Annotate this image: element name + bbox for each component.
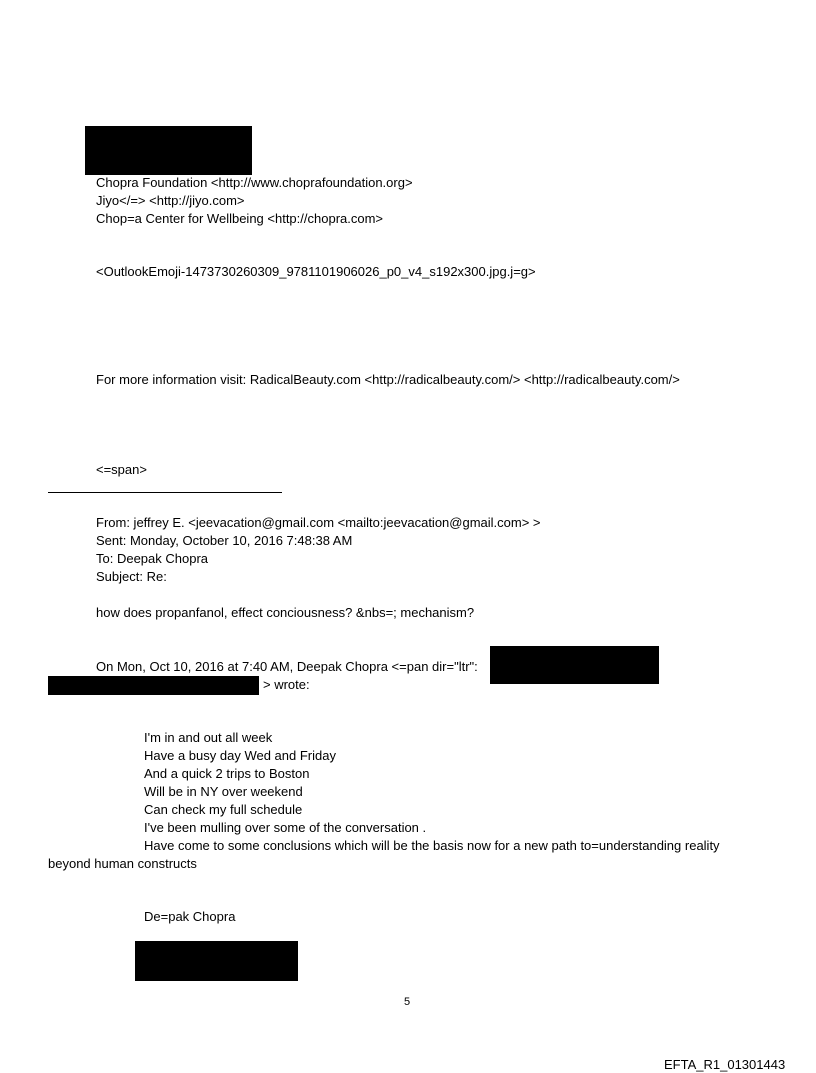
to-line: To: Deepak Chopra [96,551,209,566]
jiyo-line: Jiyo</=> <http://jiyo.com> [96,193,245,208]
header-divider [48,492,282,493]
subject-line: Subject: Re: [96,569,167,584]
document-id: EFTA_R1_01301443 [664,1057,786,1072]
signoff: De=pak Chopra [144,909,236,924]
span-line: <=span> [96,462,147,477]
quoted-line: Can check my full schedule [144,802,303,817]
redaction-email-left [48,676,259,695]
foundation-line: Chopra Foundation <http://www.choprafoundation.org> [96,175,413,190]
center-line: Chop=a Center for Wellbeing <http://chopra.com> [96,211,384,226]
info-line: For more information visit: RadicalBeauty.com <http://radicalbeauty.com/> <http://radicalbeauty.com/> [96,372,680,387]
redaction-top [85,126,252,175]
page-number: 5 [404,996,411,1008]
quoted-line: I'm in and out all week [144,730,273,745]
sent-line: Sent: Monday, October 10, 2016 7:48:38 AM [96,533,353,548]
quote-intro-line1: On Mon, Oct 10, 2016 at 7:40 AM, Deepak Chopra <=pan dir="ltr": [96,659,478,674]
quoted-line: I've been mulling over some of the conversation . [144,820,427,835]
quoted-line: Will be in NY over weekend [144,784,303,799]
quote-intro-line2: > wrote: [263,677,310,692]
from-line: From: jeffrey E. <jeevacation@gmail.com <mailto:jeevacation@gmail.com> > [96,515,541,530]
redaction-signature [135,941,298,981]
quoted-line: Have a busy day Wed and Friday [144,748,336,763]
quoted-line: beyond human constructs [48,856,197,871]
emoji-attachment-line: <OutlookEmoji-1473730260309_9781101906026_p0_v4_s192x300.jpg.j=g> [96,264,536,279]
redaction-email-right [490,646,659,684]
quoted-line: And a quick 2 trips to Boston [144,766,310,781]
quoted-line: Have come to some conclusions which will be the basis now for a new path to=understanding reality [144,838,720,853]
reply-body: how does propanfanol, effect conciousness? &nbs=; mechanism? [96,605,475,620]
